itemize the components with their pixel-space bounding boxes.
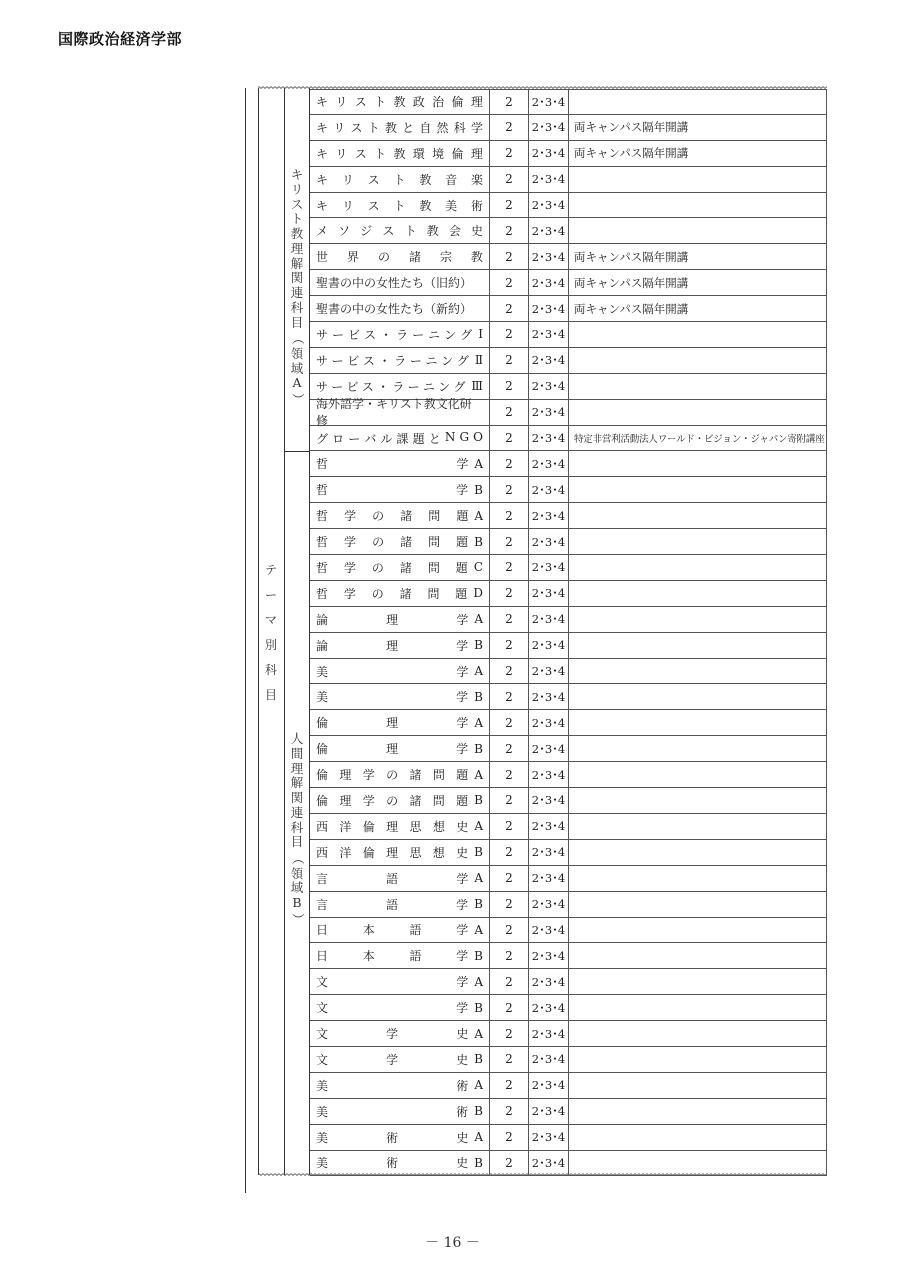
table-row xyxy=(310,1151,827,1177)
course-name-cell xyxy=(310,1099,490,1124)
course-table xyxy=(310,89,827,1176)
course-name-cell xyxy=(310,736,490,761)
course-name: 文 学 xyxy=(316,1001,469,1016)
course-suffix: D xyxy=(473,586,483,601)
course-name: 西 洋 倫 理 思 想 史 xyxy=(316,819,469,834)
course-name: サ ー ビ ス ・ ラ ー ニ ン グ xyxy=(316,379,466,394)
course-name: 日 本 語 学 xyxy=(316,923,469,938)
table-row xyxy=(310,659,827,685)
years-cell: 2･3･4 xyxy=(529,141,569,166)
note-cell xyxy=(569,866,827,891)
years-cell: 2･3･4 xyxy=(529,244,569,269)
course-suffix: B xyxy=(474,845,483,860)
course-name-cell xyxy=(310,581,490,606)
course-suffix: B xyxy=(474,1104,483,1119)
years-cell: 2･3･4 xyxy=(529,736,569,761)
years-cell: 2･3･4 xyxy=(529,193,569,218)
credits-cell: 2 xyxy=(490,141,529,166)
years-cell: 2･3･4 xyxy=(529,892,569,917)
course-suffix: A xyxy=(474,871,483,886)
course-name-cell xyxy=(310,322,490,347)
course-name-cell xyxy=(310,555,490,580)
course-name: 美 術 xyxy=(316,1078,469,1093)
note-cell xyxy=(569,1151,827,1176)
table-row xyxy=(310,995,827,1021)
note-cell xyxy=(569,374,827,399)
course-suffix: A xyxy=(474,664,483,679)
credits-cell: 2 xyxy=(490,866,529,891)
note-cell xyxy=(569,322,827,347)
course-suffix: A xyxy=(474,508,483,523)
course-suffix: A xyxy=(474,974,483,989)
course-name-cell xyxy=(310,995,490,1020)
years-cell: 2･3･4 xyxy=(529,918,569,943)
note-cell: 特定非営利活動法人ワールド・ビジョン・ジャパン寄附講座 xyxy=(569,426,827,451)
credits-cell: 2 xyxy=(490,244,529,269)
years-cell: 2･3･4 xyxy=(529,659,569,684)
theme-category-label: テ ー マ 別 科 目 xyxy=(264,563,277,702)
course-name: 文 学 史 xyxy=(316,1027,469,1041)
table-row xyxy=(310,115,827,141)
course-name-cell xyxy=(310,426,490,451)
course-suffix: B xyxy=(474,948,483,963)
note-cell xyxy=(569,995,827,1020)
page-header-title: 国際政治経済学部 xyxy=(58,30,183,48)
course-name: キ リ ス ト 教 音 楽 xyxy=(316,172,483,187)
years-cell: 2･3･4 xyxy=(529,477,569,502)
years-cell: 2･3･4 xyxy=(529,633,569,658)
course-name-cell xyxy=(310,840,490,865)
note-cell: 両キャンパス隔年開講 xyxy=(569,296,827,321)
years-cell: 2･3･4 xyxy=(529,788,569,813)
course-name: 美 術 史 xyxy=(316,1130,469,1145)
note-cell xyxy=(569,1073,827,1098)
note-cell xyxy=(569,555,827,580)
table-row xyxy=(310,503,827,529)
credits-cell: 2 xyxy=(490,736,529,761)
credits-cell: 2 xyxy=(490,193,529,218)
course-name-cell xyxy=(310,451,490,476)
course-name-cell xyxy=(310,115,490,140)
table-row xyxy=(310,1021,827,1047)
course-suffix: B xyxy=(474,689,483,704)
course-name: サ ー ビ ス ・ ラ ー ニ ン グ xyxy=(316,327,473,342)
table-row xyxy=(310,788,827,814)
course-name: キ リ ス ト 教 環 境 倫 理 xyxy=(316,146,483,161)
credits-cell: 2 xyxy=(490,943,529,968)
course-name: キ リ ス ト 教 政 治 倫 理 xyxy=(316,95,483,110)
note-cell xyxy=(569,969,827,994)
page-number: － 16 － xyxy=(425,1235,480,1251)
credits-cell: 2 xyxy=(490,892,529,917)
group-divider xyxy=(284,451,310,452)
course-name-cell xyxy=(310,659,490,684)
years-cell: 2･3･4 xyxy=(529,426,569,451)
note-cell xyxy=(569,710,827,735)
table-row xyxy=(310,1099,827,1125)
credits-cell: 2 xyxy=(490,633,529,658)
course-suffix: C xyxy=(473,560,483,575)
years-cell: 2･3･4 xyxy=(529,1125,569,1150)
credits-cell: 2 xyxy=(490,115,529,140)
credits-cell: 2 xyxy=(490,503,529,528)
note-cell: 両キャンパス隔年開講 xyxy=(569,244,827,269)
note-cell xyxy=(569,90,827,114)
course-name-cell xyxy=(310,90,490,114)
table-row xyxy=(310,1073,827,1099)
credits-cell: 2 xyxy=(490,451,529,476)
years-cell: 2･3･4 xyxy=(529,451,569,476)
course-name: 哲 学 xyxy=(316,483,469,498)
years-cell: 2･3･4 xyxy=(529,555,569,580)
course-name: 言 語 学 xyxy=(316,897,469,912)
table-row xyxy=(310,141,827,167)
group-b-label: 人 間 理 解 関 連 科 目 （ 領 域 B ） xyxy=(290,731,306,926)
course-name-cell xyxy=(310,193,490,218)
table-row xyxy=(310,892,827,918)
course-name-cell xyxy=(310,892,490,917)
course-name-cell xyxy=(310,814,490,839)
table-row xyxy=(310,397,827,429)
note-cell xyxy=(569,892,827,917)
course-name: 美 学 xyxy=(316,664,469,679)
course-name-cell xyxy=(310,866,490,891)
credits-cell: 2 xyxy=(490,1073,529,1098)
course-suffix: A xyxy=(474,1130,483,1145)
course-name-cell xyxy=(310,633,490,658)
table-row xyxy=(310,451,827,477)
course-name: キ リ ス ト 教 美 術 xyxy=(316,198,483,213)
years-cell: 2･3･4 xyxy=(529,943,569,968)
credits-cell: 2 xyxy=(490,710,529,735)
credits-cell: 2 xyxy=(490,218,529,243)
table-row xyxy=(310,218,827,244)
course-suffix: B xyxy=(474,482,483,497)
theme-column-right-border xyxy=(284,88,285,1175)
note-cell xyxy=(569,529,827,554)
group-a-label: キ リ ス ト 教 理 解 関 連 科 目 （ 領 域 A ） xyxy=(290,167,306,406)
course-name: 文 学 xyxy=(316,975,469,990)
credits-cell: 2 xyxy=(490,1021,529,1046)
table-row xyxy=(310,918,827,944)
course-name: 聖書の中の女性たち（旧約） xyxy=(316,276,473,291)
course-suffix: A xyxy=(474,767,483,782)
course-name: 美 学 xyxy=(316,690,469,705)
credits-cell: 2 xyxy=(490,1099,529,1124)
years-cell: 2･3･4 xyxy=(529,1073,569,1098)
course-name-cell xyxy=(310,1125,490,1150)
table-row xyxy=(310,270,827,296)
years-cell: 2･3･4 xyxy=(529,866,569,891)
course-name-cell xyxy=(310,270,490,295)
course-name-cell xyxy=(310,503,490,528)
years-cell: 2･3･4 xyxy=(529,374,569,399)
course-suffix: A xyxy=(474,715,483,730)
credits-cell: 2 xyxy=(490,1151,529,1176)
course-name-cell xyxy=(310,167,490,192)
years-cell: 2･3･4 xyxy=(529,529,569,554)
credits-cell: 2 xyxy=(490,969,529,994)
years-cell: 2･3･4 xyxy=(529,814,569,839)
course-name: 聖書の中の女性たち（新約） xyxy=(316,302,473,317)
credits-cell: 2 xyxy=(490,529,529,554)
table-row xyxy=(310,607,827,633)
course-name: サ ー ビ ス ・ ラ ー ニ ン グ xyxy=(316,353,469,368)
course-name: 言 語 学 xyxy=(316,871,469,886)
table-row xyxy=(310,193,827,219)
note-cell xyxy=(569,477,827,502)
credits-cell: 2 xyxy=(490,918,529,943)
course-name: 倫 理 学 の 諸 問 題 xyxy=(316,768,469,783)
table-row xyxy=(310,167,827,193)
course-name-cell xyxy=(310,244,490,269)
table-row xyxy=(310,866,827,892)
course-suffix: B xyxy=(474,793,483,808)
credits-cell: 2 xyxy=(490,400,529,425)
course-suffix: Ⅰ xyxy=(478,327,483,342)
credits-cell: 2 xyxy=(490,607,529,632)
credits-cell: 2 xyxy=(490,581,529,606)
table-row xyxy=(310,840,827,866)
years-cell: 2･3･4 xyxy=(529,322,569,347)
course-suffix: B xyxy=(474,897,483,912)
course-suffix: B xyxy=(474,1052,483,1067)
note-cell xyxy=(569,840,827,865)
course-name: 論 理 学 xyxy=(316,638,469,653)
course-name-cell xyxy=(310,710,490,735)
years-cell: 2･3･4 xyxy=(529,90,569,114)
note-cell xyxy=(569,1021,827,1046)
credits-cell: 2 xyxy=(490,840,529,865)
table-row xyxy=(310,348,827,374)
course-name-cell xyxy=(310,1021,490,1046)
credits-cell: 2 xyxy=(490,167,529,192)
note-cell xyxy=(569,659,827,684)
table-row xyxy=(310,1125,827,1151)
years-cell: 2･3･4 xyxy=(529,270,569,295)
course-suffix: B xyxy=(474,741,483,756)
years-cell: 2･3･4 xyxy=(529,115,569,140)
margin-rule xyxy=(245,88,246,1193)
years-cell: 2･3･4 xyxy=(529,995,569,1020)
table-row xyxy=(310,762,827,788)
credits-cell: 2 xyxy=(490,788,529,813)
years-cell: 2･3･4 xyxy=(529,503,569,528)
years-cell: 2･3･4 xyxy=(529,684,569,709)
course-suffix: B xyxy=(474,534,483,549)
credits-cell: 2 xyxy=(490,995,529,1020)
note-cell: 両キャンパス隔年開講 xyxy=(569,141,827,166)
course-suffix: Ⅲ xyxy=(471,379,483,394)
years-cell: 2･3･4 xyxy=(529,1099,569,1124)
table-row xyxy=(310,581,827,607)
course-suffix: A xyxy=(474,1026,483,1041)
table-row xyxy=(310,710,827,736)
course-name: 文 学 史 xyxy=(316,1052,469,1067)
table-row xyxy=(310,244,827,270)
years-cell: 2･3･4 xyxy=(529,581,569,606)
course-name-cell xyxy=(310,918,490,943)
note-cell xyxy=(569,1125,827,1150)
note-cell xyxy=(569,218,827,243)
course-name: 哲 学 の 諸 問 題 xyxy=(316,560,468,575)
table-row xyxy=(310,814,827,840)
course-suffix: A xyxy=(474,612,483,627)
course-suffix: Ⅱ xyxy=(474,353,483,368)
credits-cell: 2 xyxy=(490,814,529,839)
course-name: 論 理 学 xyxy=(316,612,469,627)
course-name-cell xyxy=(310,684,490,709)
table-row xyxy=(310,426,827,452)
note-cell xyxy=(569,400,827,425)
course-name: 哲 学 の 諸 問 題 xyxy=(316,535,469,550)
course-name: 倫 理 学 の 諸 問 題 xyxy=(316,793,469,808)
credits-cell: 2 xyxy=(490,270,529,295)
table-row xyxy=(310,969,827,995)
credits-cell: 2 xyxy=(490,90,529,114)
table-row xyxy=(310,684,827,710)
course-name: 世 界 の 諸 宗 教 xyxy=(316,250,483,265)
course-name-cell xyxy=(310,607,490,632)
years-cell: 2･3･4 xyxy=(529,710,569,735)
years-cell: 2･3･4 xyxy=(529,167,569,192)
course-name-cell xyxy=(310,477,490,502)
years-cell: 2･3･4 xyxy=(529,607,569,632)
course-name-cell xyxy=(310,762,490,787)
credits-cell: 2 xyxy=(490,1125,529,1150)
credits-cell: 2 xyxy=(490,684,529,709)
course-name: メ ソ ジ ス ト 教 会 史 xyxy=(316,224,483,239)
note-cell xyxy=(569,607,827,632)
course-suffix: B xyxy=(474,638,483,653)
table-row xyxy=(310,296,827,322)
note-cell xyxy=(569,503,827,528)
note-cell xyxy=(569,788,827,813)
years-cell: 2･3･4 xyxy=(529,400,569,425)
years-cell: 2･3･4 xyxy=(529,969,569,994)
years-cell: 2･3･4 xyxy=(529,218,569,243)
course-name: 哲 学 の 諸 問 題 xyxy=(316,509,469,524)
credits-cell: 2 xyxy=(490,659,529,684)
credits-cell: 2 xyxy=(490,322,529,347)
course-name: 倫 理 学 xyxy=(316,716,469,731)
course-suffix: A xyxy=(474,819,483,834)
credits-cell: 2 xyxy=(490,762,529,787)
table-row xyxy=(310,529,827,555)
credits-cell: 2 xyxy=(490,426,529,451)
note-cell xyxy=(569,814,827,839)
years-cell: 2･3･4 xyxy=(529,296,569,321)
course-name: 美 術 xyxy=(316,1104,469,1119)
table-row xyxy=(310,736,827,762)
note-cell xyxy=(569,581,827,606)
course-name-cell xyxy=(310,969,490,994)
note-cell: 両キャンパス隔年開講 xyxy=(569,270,827,295)
table-row xyxy=(310,477,827,503)
note-cell xyxy=(569,1099,827,1124)
credits-cell: 2 xyxy=(490,348,529,373)
years-cell: 2･3･4 xyxy=(529,1047,569,1072)
note-cell xyxy=(569,684,827,709)
course-name: 西 洋 倫 理 思 想 史 xyxy=(316,845,469,860)
table-row xyxy=(310,943,827,969)
course-suffix: A xyxy=(474,1078,483,1093)
table-row xyxy=(310,89,827,115)
table-row xyxy=(310,1047,827,1073)
course-name: 海外語学・キリスト教文化研修 xyxy=(316,397,472,429)
course-suffix: B xyxy=(474,1000,483,1015)
note-cell xyxy=(569,736,827,761)
credits-cell: 2 xyxy=(490,374,529,399)
credits-cell: 2 xyxy=(490,1047,529,1072)
table-row xyxy=(310,322,827,348)
years-cell: 2･3･4 xyxy=(529,348,569,373)
course-name-cell xyxy=(310,529,490,554)
course-name: 哲 学 の 諸 問 題 xyxy=(316,586,468,601)
years-cell: 2･3･4 xyxy=(529,1151,569,1176)
course-name-cell xyxy=(310,141,490,166)
years-cell: 2･3･4 xyxy=(529,840,569,865)
note-cell xyxy=(569,193,827,218)
note-cell xyxy=(569,451,827,476)
course-name: キ リ ス ト 教 と 自 然 科 学 xyxy=(316,120,483,135)
course-name-cell xyxy=(310,397,490,429)
course-name: 美 術 史 xyxy=(316,1156,469,1171)
course-suffix: A xyxy=(474,922,483,937)
course-name: グ ロ ー バ ル 課 題 と N G O xyxy=(316,429,483,446)
course-suffix: B xyxy=(474,1155,483,1170)
course-name-cell xyxy=(310,1073,490,1098)
credits-cell: 2 xyxy=(490,296,529,321)
course-name-cell xyxy=(310,296,490,321)
note-cell xyxy=(569,633,827,658)
course-name: 倫 理 学 xyxy=(316,742,469,757)
course-name: 日 本 語 学 xyxy=(316,949,469,964)
course-name-cell xyxy=(310,1151,490,1176)
credits-cell: 2 xyxy=(490,555,529,580)
table-row xyxy=(310,555,827,581)
course-name: 哲 学 xyxy=(316,457,469,472)
table-row xyxy=(310,633,827,659)
note-cell xyxy=(569,918,827,943)
note-cell xyxy=(569,167,827,192)
years-cell: 2･3･4 xyxy=(529,762,569,787)
course-name-cell xyxy=(310,218,490,243)
note-cell xyxy=(569,943,827,968)
note-cell xyxy=(569,762,827,787)
note-cell xyxy=(569,348,827,373)
course-name-cell xyxy=(310,348,490,373)
course-name-cell xyxy=(310,788,490,813)
years-cell: 2･3･4 xyxy=(529,1021,569,1046)
note-cell xyxy=(569,1047,827,1072)
credits-cell: 2 xyxy=(490,477,529,502)
course-name-cell xyxy=(310,1047,490,1072)
note-cell: 両キャンパス隔年開講 xyxy=(569,115,827,140)
course-suffix: A xyxy=(474,456,483,471)
course-name-cell xyxy=(310,943,490,968)
theme-column-left-border xyxy=(258,88,259,1175)
